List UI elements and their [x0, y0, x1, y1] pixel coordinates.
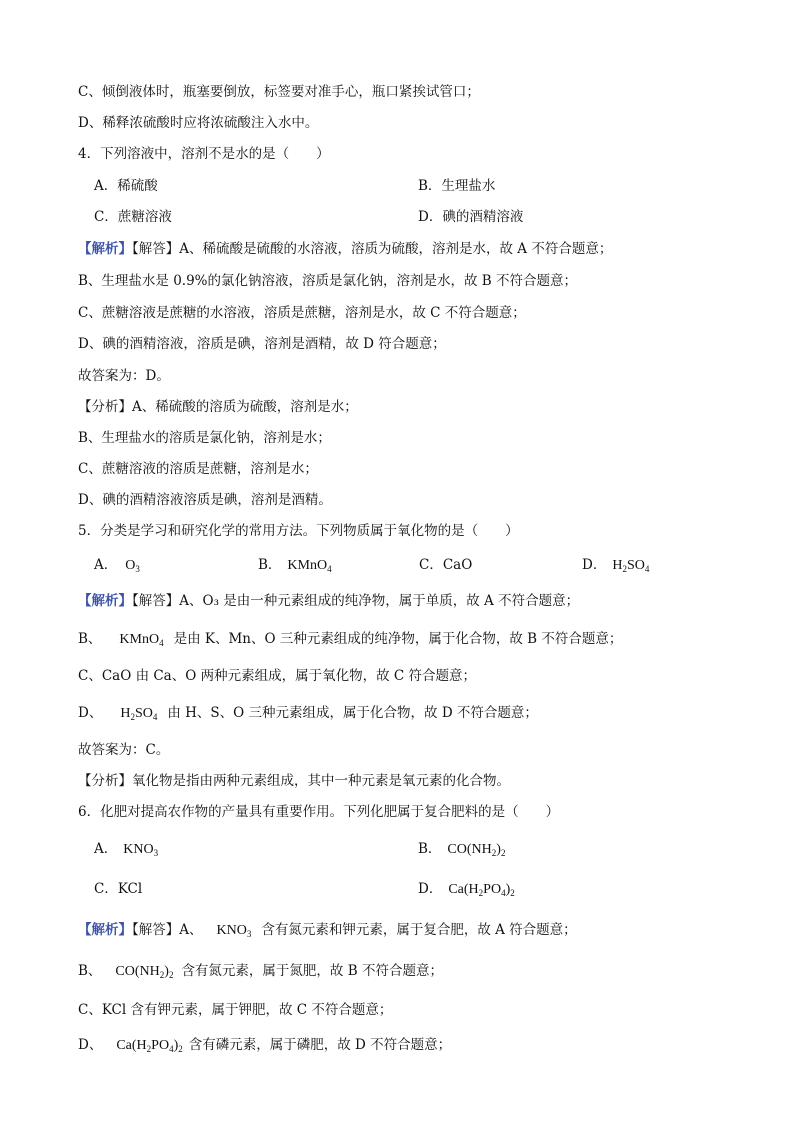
q6-option-c: C．KCl	[94, 881, 143, 897]
q6-solution-line-1: 【解析】【解答】A、 $KNO_3$ 含有氮元素和钾元素，属于复合肥，故 A 符合题意；	[78, 922, 577, 939]
formula-kno3: $KNO_3$	[216, 923, 252, 939]
formula-h2so4: $H_2SO_4$	[120, 706, 158, 722]
q4-solution-line-3: C、蔗糖溶液是蔗糖的水溶液，溶质是蔗糖，溶剂是水，故 C 不符合题意；	[78, 305, 526, 321]
q4-final-answer: 故答案为：D。	[78, 368, 170, 384]
q6-solution-line-2: B、 $CO(NH_2)_2$ 含有氮元素，属于氮肥，故 B 不符合题意；	[78, 963, 443, 980]
q5-solution-line-3: C、CaO 由 Ca、O 两种元素组成，属于氧化物，故 C 符合题意；	[78, 668, 477, 684]
option-c-prev-text: C、倾倒液体时，瓶塞要倒放，标签要对准手心，瓶口紧挨试管口；	[78, 84, 480, 100]
analysis-tag: 【解析】	[78, 922, 132, 938]
formula-kno3: $KNO_3$	[123, 842, 159, 858]
q4-option-d: D．碘的酒精溶液	[418, 209, 524, 225]
formula-o3: $O_3$	[125, 558, 140, 574]
q4-solution-line-2: B、生理盐水是 0.9%的氯化钠溶液，溶质是氯化钠，溶剂是水，故 B 不符合题意；	[78, 273, 578, 289]
q6-solution-line-3: C、KCl 含有钾元素，属于钾肥，故 C 不符合题意；	[78, 1002, 393, 1018]
formula-calcium-dihydrogen-phosphate: $Ca(H_2PO_4)_2$	[116, 1038, 183, 1054]
formula-urea: $CO(NH_2)_2$	[447, 842, 506, 858]
q5-option-b: B． KMnO$_4$	[258, 557, 332, 574]
q5-option-a: A． $O_3$	[94, 557, 140, 574]
option-d-prev-text: D、稀释浓硫酸时应将浓硫酸注入水中。	[78, 115, 319, 131]
q4-option-a: A．稀硫酸	[94, 178, 158, 194]
q5-solution-line-4: D、 $H_2SO_4$ 由 H、S、O 三种元素组成，属于化合物，故 D 不符合题意；	[78, 705, 538, 722]
analysis-tag: 【解析】	[78, 241, 132, 257]
q5-analysis: 【分析】氧化物是指由两种元素组成，其中一种元素是氧元素的化合物。	[78, 773, 510, 789]
q4-solution-line-1: 【解析】【解答】A、稀硫酸是硫酸的水溶液，溶质为硫酸，溶剂是水，故 A 不符合题意；	[78, 241, 613, 257]
formula-kmno4: KMnO$_4$	[119, 632, 164, 648]
q5-solution-line-1: 【解析】【解答】A、O₃ 是由一种元素组成的纯净物，属于单质，故 A 不符合题意；	[78, 593, 580, 609]
q5-option-c: C．CaO	[419, 557, 473, 573]
question-4-stem: 4．下列溶液中，溶剂不是水的是（ ）	[78, 146, 330, 162]
q4-option-c: C．蔗糖溶液	[94, 209, 172, 225]
q4-option-b: B．生理盐水	[418, 178, 496, 194]
question-6-stem: 6．化肥对提高农作物的产量具有重要作用。下列化肥属于复合肥料的是（ ）	[78, 804, 560, 820]
q4-analysis-line-2: B、生理盐水的溶质是氯化钠，溶剂是水；	[78, 430, 331, 446]
q5-solution-line-2: B、 KMnO$_4$ 是由 K、Mn、O 三种元素组成的纯净物，属于化合物，故 B 不符合题意；	[78, 631, 623, 648]
formula-calcium-dihydrogen-phosphate: $Ca(H_2PO_4)_2$	[448, 882, 515, 898]
formula-kmno4: KMnO$_4$	[287, 558, 332, 574]
formula-h2so4: $H_2SO_4$	[612, 558, 650, 574]
q6-option-a: A． $KNO_3$	[94, 841, 159, 858]
q5-final-answer: 故答案为：C。	[78, 742, 170, 758]
q4-analysis-line-3: C、蔗糖溶液的溶质是蔗糖，溶剂是水；	[78, 461, 318, 477]
analysis-tag: 【解析】	[78, 593, 132, 609]
q5-option-d: D． $H_2SO_4$	[582, 557, 650, 574]
q6-option-b: B． $CO(NH_2)_2$	[418, 841, 506, 858]
q4-analysis-line-1: 【分析】A、稀硫酸的溶质为硫酸，溶剂是水；	[78, 399, 358, 415]
formula-urea: $CO(NH_2)_2$	[115, 964, 174, 980]
question-5-stem: 5．分类是学习和研究化学的常用方法。下列物质属于氧化物的是（ ）	[78, 523, 519, 539]
q6-solution-line-4: D、 $Ca(H_2PO_4)_2$ 含有磷元素，属于磷肥，故 D 不符合题意；	[78, 1037, 452, 1054]
q6-option-d: D． $Ca(H_2PO_4)_2$	[418, 881, 515, 898]
q4-analysis-line-4: D、碘的酒精溶液溶质是碘，溶剂是酒精。	[78, 492, 332, 508]
q4-solution-line-4: D、碘的酒精溶液，溶质是碘，溶剂是酒精，故 D 符合题意；	[78, 336, 446, 352]
